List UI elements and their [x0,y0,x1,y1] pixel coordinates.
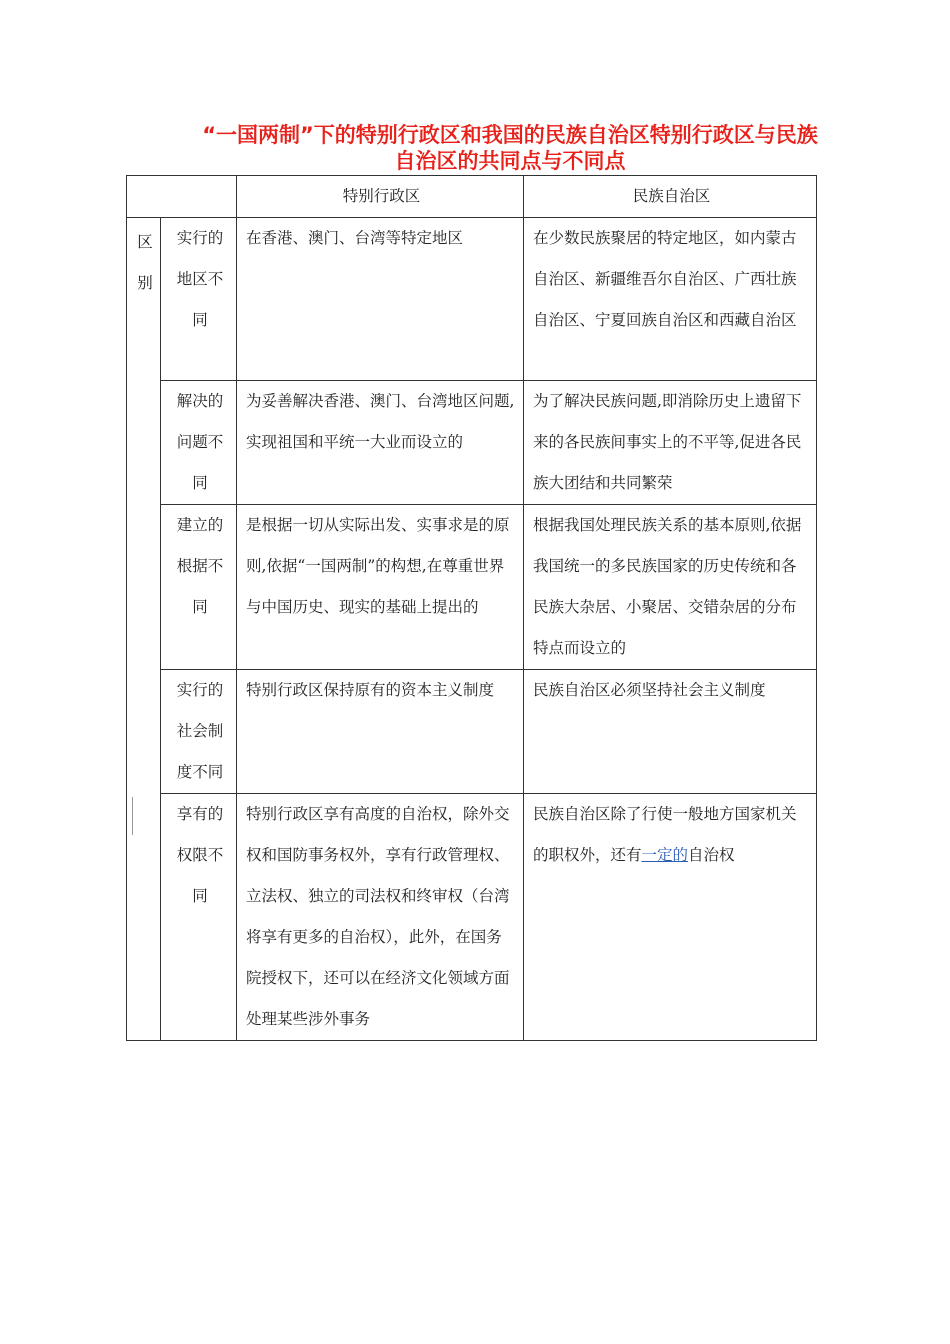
table-header-row [127,176,817,218]
header-sar: 特别行政区 [237,176,524,218]
ethnic-text-before: 民族自治区除了行使一般地方国家机关的职权外，还有 [533,805,797,864]
header-blank-cell [127,176,237,218]
table-row [127,794,817,1041]
aspect-cell: 建立的根据不同 [161,505,237,670]
table-row [127,505,817,670]
ethnic-cell: 在少数民族聚居的特定地区，如内蒙古自治区、新疆维吾尔自治区、广西壮族自治区、宁夏回族自治区和西藏自治区 [524,218,817,381]
aspect-cell: 实行的地区不同 [161,218,237,381]
header-ethnic-region: 民族自治区 [524,176,817,218]
group-label: 区别 [137,233,153,292]
ethnic-cell [524,794,817,1041]
aspect-cell: 实行的社会制度不同 [161,670,237,794]
ethnic-cell: 民族自治区必须坚持社会主义制度 [524,670,817,794]
sar-cell: 特别行政区享有高度的自治权，除外交权和国防事务权外，享有行政管理权、立法权、独立的司法权和终审权（台湾将享有更多的自治权），此外，在国务院授权下，还可以在经济文化领域方面处理某些涉外事务 [237,794,524,1041]
sar-cell: 特别行政区保持原有的资本主义制度 [237,670,524,794]
sar-cell: 在香港、澳门、台湾等特定地区 [237,218,524,381]
page-title: “一国两制”下的特别行政区和我国的民族自治区特别行政区与民族自治区的共同点与不同点 [202,123,818,173]
aspect-cell: 享有的权限不同 [161,794,237,1041]
inline-link[interactable]: 一定的 [641,846,689,864]
comparison-table [126,175,817,1041]
sar-cell: 为妥善解决香港、澳门、台湾地区问题,实现祖国和平统一大业而设立的 [237,381,524,505]
table-row [127,381,817,505]
ethnic-cell: 根据我国处理民族关系的基本原则,依据我国统一的多民族国家的历史传统和各民族大杂居、小聚居、交错杂居的分布特点而设立的 [524,505,817,670]
table-row [127,218,817,381]
ethnic-cell: 为了解决民族问题,即消除历史上遗留下来的各民族间事实上的不平等,促进各民族大团结和共同繁荣 [524,381,817,505]
sar-cell: 是根据一切从实际出发、实事求是的原则,依据“一国两制”的构想,在尊重世界与中国历史、现实的基础上提出的 [237,505,524,670]
margin-mark [132,797,133,835]
group-label-cell [127,218,161,1041]
table-row [127,670,817,794]
ethnic-text-after: 自治权 [688,846,735,864]
aspect-cell: 解决的问题不同 [161,381,237,505]
